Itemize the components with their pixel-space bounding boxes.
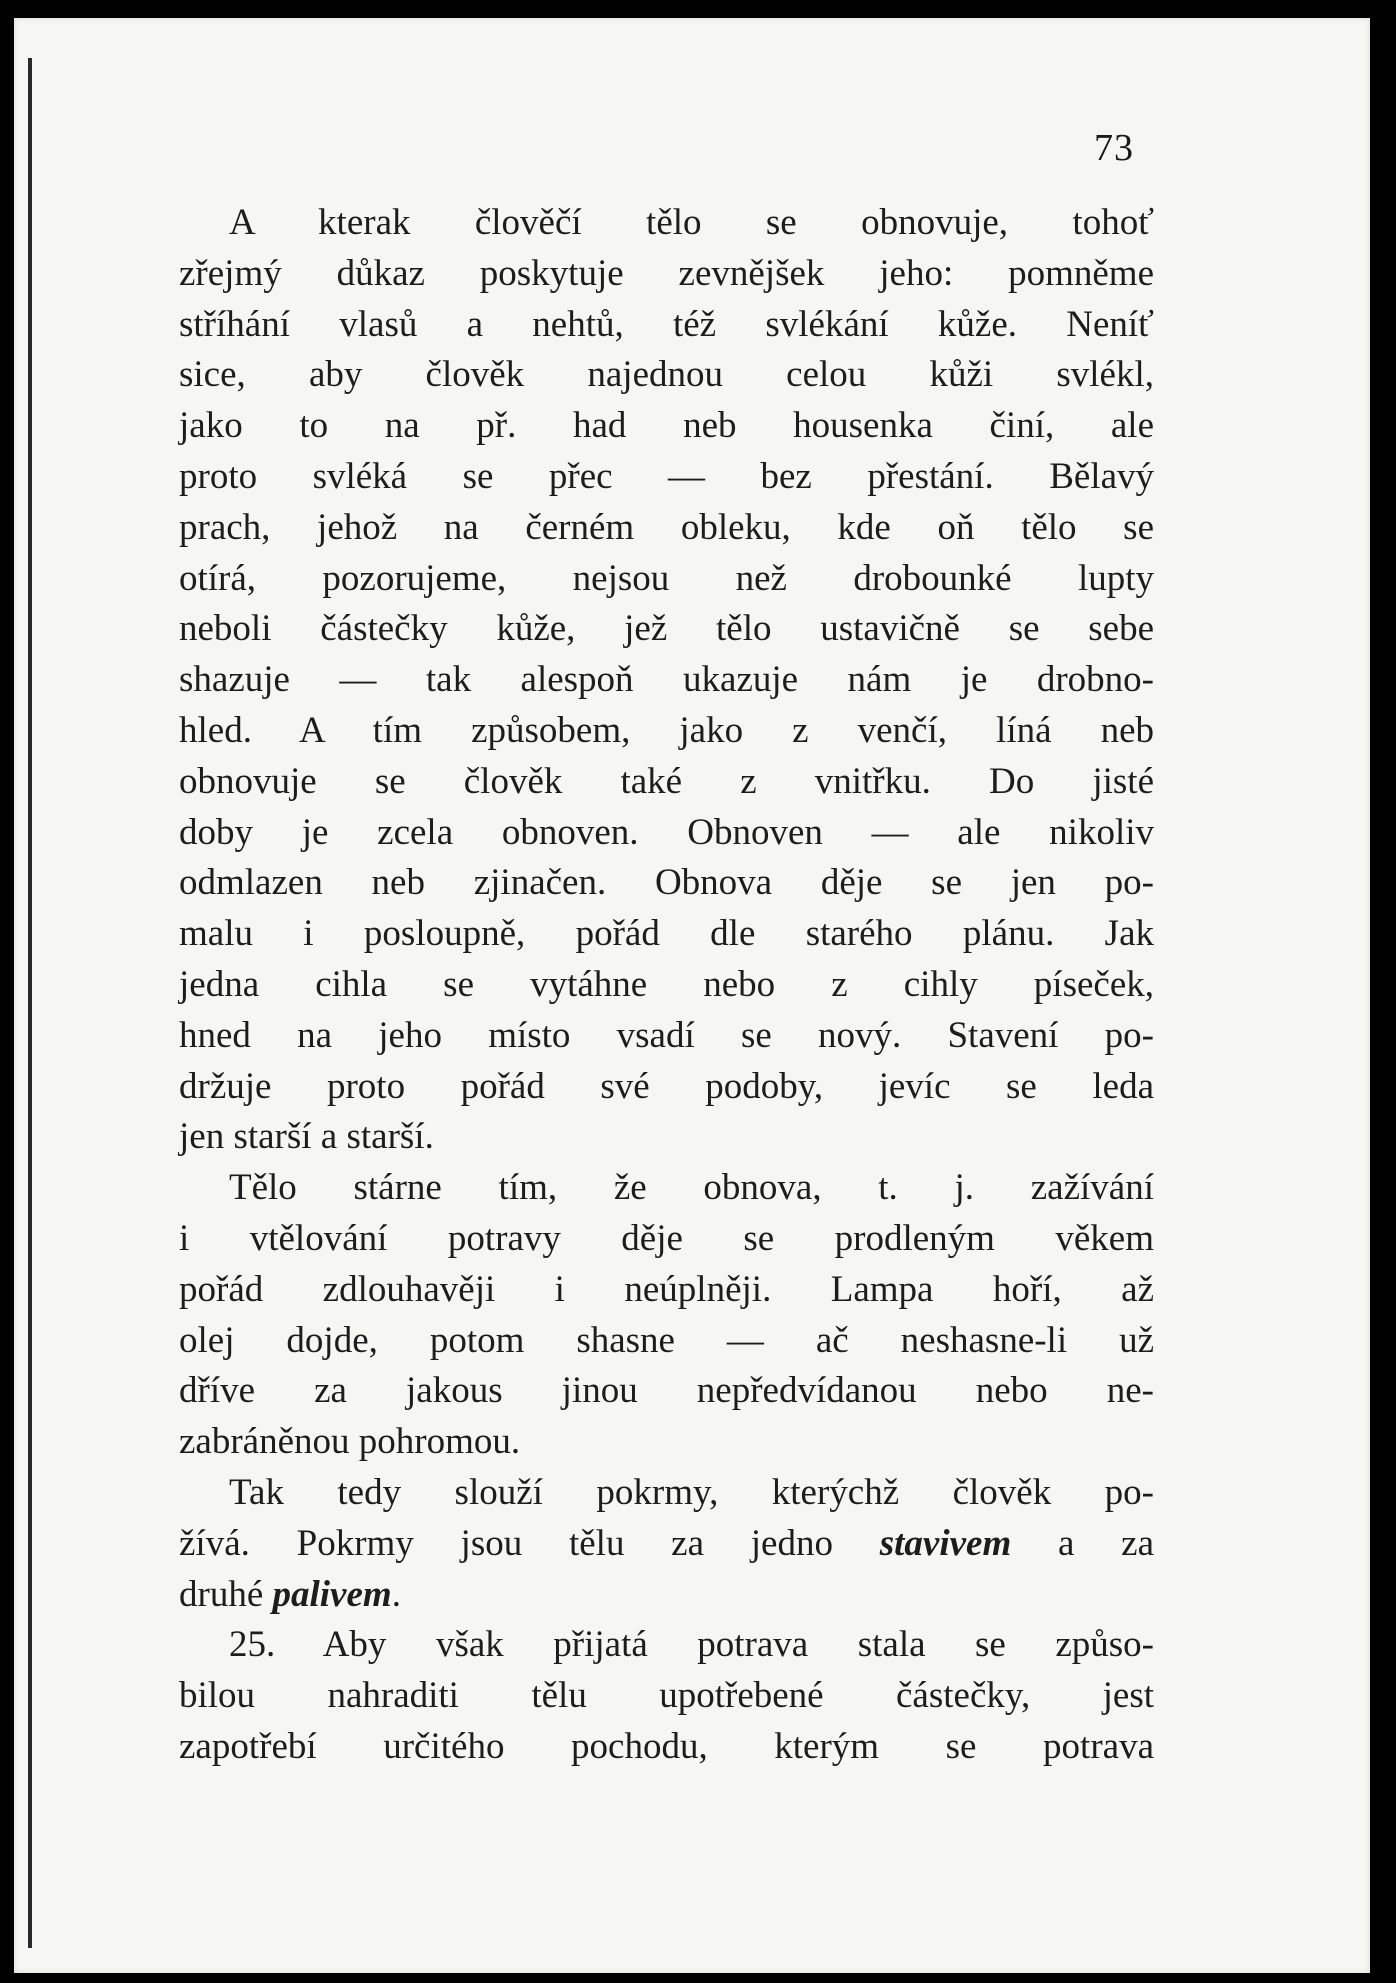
text-line: A kterak člověčí tělo se obnovuje, tohoť bbox=[229, 202, 1154, 243]
text-line: zabráněnou pohromou. bbox=[179, 1421, 521, 1463]
text-line: stříhání vlasů a nehtů, též svlékání kůže. Neníť bbox=[179, 303, 1154, 345]
emphasized-term: palivem bbox=[272, 1573, 392, 1615]
text-span: . bbox=[391, 1573, 401, 1615]
text-line: držuje proto pořád své podoby, jevíc se leda bbox=[179, 1065, 1154, 1107]
emphasized-term: stavivem bbox=[879, 1522, 1012, 1564]
text-line: obnovuje se člověk také z vnitřku. Do jisté bbox=[179, 760, 1154, 802]
text-line: Tak tedy slouží pokrmy, kterýchž člověk po- bbox=[229, 1471, 1154, 1513]
text-line: jedna cihla se vytáhne nebo z cihly píseček, bbox=[179, 963, 1154, 1005]
text-line: Tělo stárne tím, že obnova, t. j. zažívání bbox=[229, 1167, 1154, 1209]
text-line: malu i posloupně, pořád dle starého plánu. Jak bbox=[179, 913, 1154, 955]
text-line: pořád zdlouhavěji i neúplněji. Lampa hoří, až bbox=[179, 1268, 1154, 1310]
text-span: žívá. Pokrmy jsou tělu za jedno bbox=[179, 1522, 833, 1564]
text-line: zapotřebí určitého pochodu, kterým se potrava bbox=[179, 1725, 1154, 1767]
text-span: druhé bbox=[179, 1573, 264, 1615]
text-line: zřejmý důkaz poskytuje zevnějšek jeho: pomněme bbox=[179, 252, 1154, 294]
text-line: odmlazen neb zjinačen. Obnova děje se jen po- bbox=[179, 862, 1154, 904]
text-line: hled. A tím způsobem, jako z venčí, líná neb bbox=[179, 709, 1154, 751]
text-line: shazuje — tak alespoň ukazuje nám je drobno- bbox=[179, 659, 1154, 701]
text-line: dříve za jakous jinou nepředvídanou nebo ne- bbox=[179, 1370, 1154, 1412]
text-span: a za bbox=[1011, 1522, 1155, 1564]
text-line: jako to na př. had neb housenka činí, ale bbox=[179, 405, 1154, 447]
text-line: otírá, pozorujeme, nejsou než drobounké lupty bbox=[179, 557, 1154, 599]
book-page bbox=[14, 18, 1370, 1973]
text-line bbox=[179, 1570, 1154, 1621]
text-line: olej dojde, potom shasne — ač neshasne-li už bbox=[179, 1319, 1154, 1361]
binding-edge bbox=[28, 58, 32, 1948]
text-line: neboli částečky kůže, jež tělo ustavičně se sebe bbox=[179, 608, 1154, 650]
text-line: i vtělování potravy děje se prodleným věkem bbox=[179, 1217, 1154, 1259]
text-line bbox=[179, 1519, 1154, 1570]
text-line: sice, aby člověk najednou celou kůži svlékl, bbox=[179, 354, 1154, 396]
text-line: proto svléká se přec — bez přestání. Bělavý bbox=[179, 455, 1154, 497]
text-line: prach, jehož na černém obleku, kde oň tělo se bbox=[179, 506, 1154, 548]
text-line: jen starší a starší. bbox=[179, 1116, 434, 1158]
body-text bbox=[179, 198, 1154, 1773]
text-line: hned na jeho místo vsadí se nový. Stavení po- bbox=[179, 1014, 1154, 1056]
text-line: 25. Aby však přijatá potrava stala se způso- bbox=[229, 1624, 1154, 1666]
text-line: doby je zcela obnoven. Obnoven — ale nikoliv bbox=[179, 811, 1154, 853]
page-number: 73 bbox=[1094, 127, 1134, 169]
text-line: bilou nahraditi tělu upotřebené částečky, jest bbox=[179, 1675, 1154, 1717]
